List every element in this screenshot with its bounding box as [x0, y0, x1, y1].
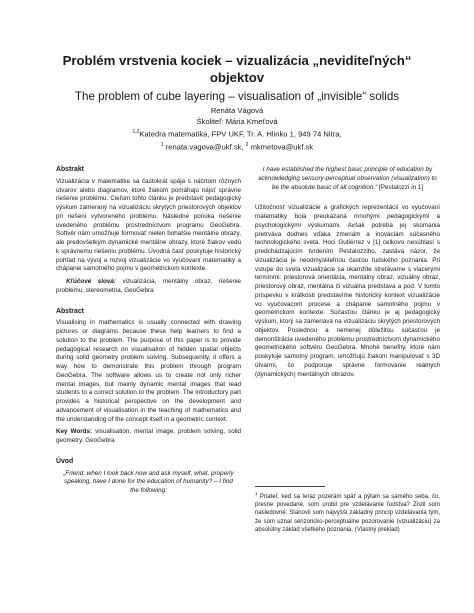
keywords-sk-label: Kľúčové slová: [66, 278, 116, 285]
footnote-text: Priateľ, keď sa teraz pozerám späť a pýtam sa samého seba, čo, presne povedané, som urobil pre vzdelávanie ľudstva? Zistil som nasledovné: Stanovil som najvyšší základný princíp vzdelávania tým, že som uznal senzoricko-perceptuálne pozorovanie (vizualizáciu) za absolútny základ všetkého poznania. (Vlastný preklad) [255, 494, 441, 533]
intro-paragraph: Užitočnosť vizualizácie a grafických reprezentácií vo vyučovaní matematiky bola preukázaná mnohými pedagogickými a psychologickými výskumami. Avšak potreba jej skúmania pretrváva dodnes vďaka zmenám a inováciám súčasného technologického sveta. Hoci Gutiérrez v [1] celkovo nesúhlasí s predchádzajúcim tvrdením Pestalozziho, zastáva názor, že vizualizácia je neodmysliteľnou časťou ľudského poznania. Pri vstupe do sveta vizualizácie sa okamžite stretávame s viacerými termínmi: priestorová orientácia, mentálny obraz, vizuálny obraz, priestorový obraz, mentálna či vizuálna predstava a pod. V tomto príspevku v krátkosti predstavíme historický kontext vizualizácie vo vyučovacom procese a chápanie samotného pojmu v geometrickom kontexte. Súčasťou článku je aj pedagogický výskum, ktorý sa zameriava na vizualizáciu skrytých priestorových objektov. Poslednou a nemenej dôležitou súčasťou je demonštrácia uvedeného problému prostredníctvom dynamického geometrického softvéru GeoGebra. Mnohé benefity, ktoré nám poskytuje samotný program, umožňujú žiakom manipulovať s 3D útvarmi, čo podporuje správne formovanie reálnych (dynamických) mentálnych obrazov. [255, 204, 440, 378]
author-block [60, 106, 414, 153]
supervisor-line: Školiteľ: Mária Kmeťová [196, 116, 278, 126]
abstract-en-keywords [56, 428, 241, 446]
email2-mark: 2 [245, 142, 249, 149]
pestalozzi-quote-text: I have established the highest basic principle of education by acknowledging sensory-perceptual observation (visualization) to be the absolute basic of all cognition.“ [258, 166, 437, 191]
author-name: Renáta Vágová [210, 106, 264, 115]
abstract-sk-text: Vizualizácia v matematike sa častokrát spája s náčrtom rôznych útvarov alebo diagramov, ktoré žiakom pomáhajú nájsť správne riešenie problému. Cieľom tohto článku je predstaviť pedagogický výskum zameraný na vizualizáciu skrytých priestorových objektov pri riešení vytvoreného problému. Následne ponúka riešenie uvedeného problému prostredníctvom programu GeoGebra. Softvér nám umožňuje formovať nielen bohatšie mentálne obrazy, ale predovšetkým dynamické mentálne obrazy, ktoré žiakov vedú k správnemu riešeniu problému. Úvodná časť poskytuje historický pohľad na vývoj a rozvoj vizualizácie vo vyučovaní matematiky a chápanie samotného pojmu v geometrickom kontexte. [56, 177, 241, 273]
abstract-sk-heading: Abstrakt [56, 166, 84, 173]
affiliation-text: Katedra matematika, FPV UKF, Tr. A. Hlinku 1, 949 74 Nitra, [139, 129, 342, 139]
affiliation-line [60, 127, 414, 140]
abstract-en-text: Visualising in mathematics is usually connected with drawing pictures or diagrams because these help learners to find a solution to the problem. The purpose of this paper is to provide pedagogical research on visualisation of hidden spatial objects during solid geometry problem solving. Subsequently, it offers a way how to demonstrate this problem through program GeoGebra. The software allows us to create not only richer mental images, but mainly dynamic mental images that lead students to a correct solution to the problem. The introductory part provides a historical perspective on the development and advancement of visualisation in the teaching of mathematics and the understanding of the concept itself in a geometric context. [56, 319, 241, 423]
footnote [255, 490, 440, 534]
intro-heading: Úvod [56, 457, 74, 465]
keywords-en-label: Key Words: [56, 428, 93, 436]
abstract-en-heading: Abstract [56, 307, 84, 315]
email1: renata.vagova@ukf.sk, [165, 142, 244, 152]
right-column [255, 166, 440, 383]
keywords-sk: vizualizácia, mentálny obraz, riešenie problému, stereometria, GeoGebra [56, 278, 241, 294]
affiliation-marks: 1,2 [132, 129, 140, 136]
footnote-mark: 1 [255, 491, 258, 496]
paper-subtitle: The problem of cube layering – visualisation of „invisible“ solids [74, 90, 400, 103]
abstract-sk-keywords [56, 278, 241, 296]
left-column [56, 166, 241, 496]
pestalozzi-quote [255, 166, 440, 192]
footnote-divider [255, 486, 325, 487]
intro-quote: „Friend, when I look back now and ask myself, what, properly speaking, have I done for the education of humanity? – I find the following: [63, 469, 234, 494]
paper-title: Problém vrstvenia kociek – vizualizácia „neviditeľných“ objektov [62, 53, 412, 85]
email2: mkmetova@ukf.sk [250, 142, 314, 152]
pestalozzi-quote-ref: [Pestalozzi in 1] [377, 183, 424, 191]
email1-mark: 1 [160, 142, 164, 149]
email-line [60, 140, 414, 153]
keywords-en: visualisation, mental image, problem solving, solid geometry, GeoGebra [56, 428, 242, 444]
